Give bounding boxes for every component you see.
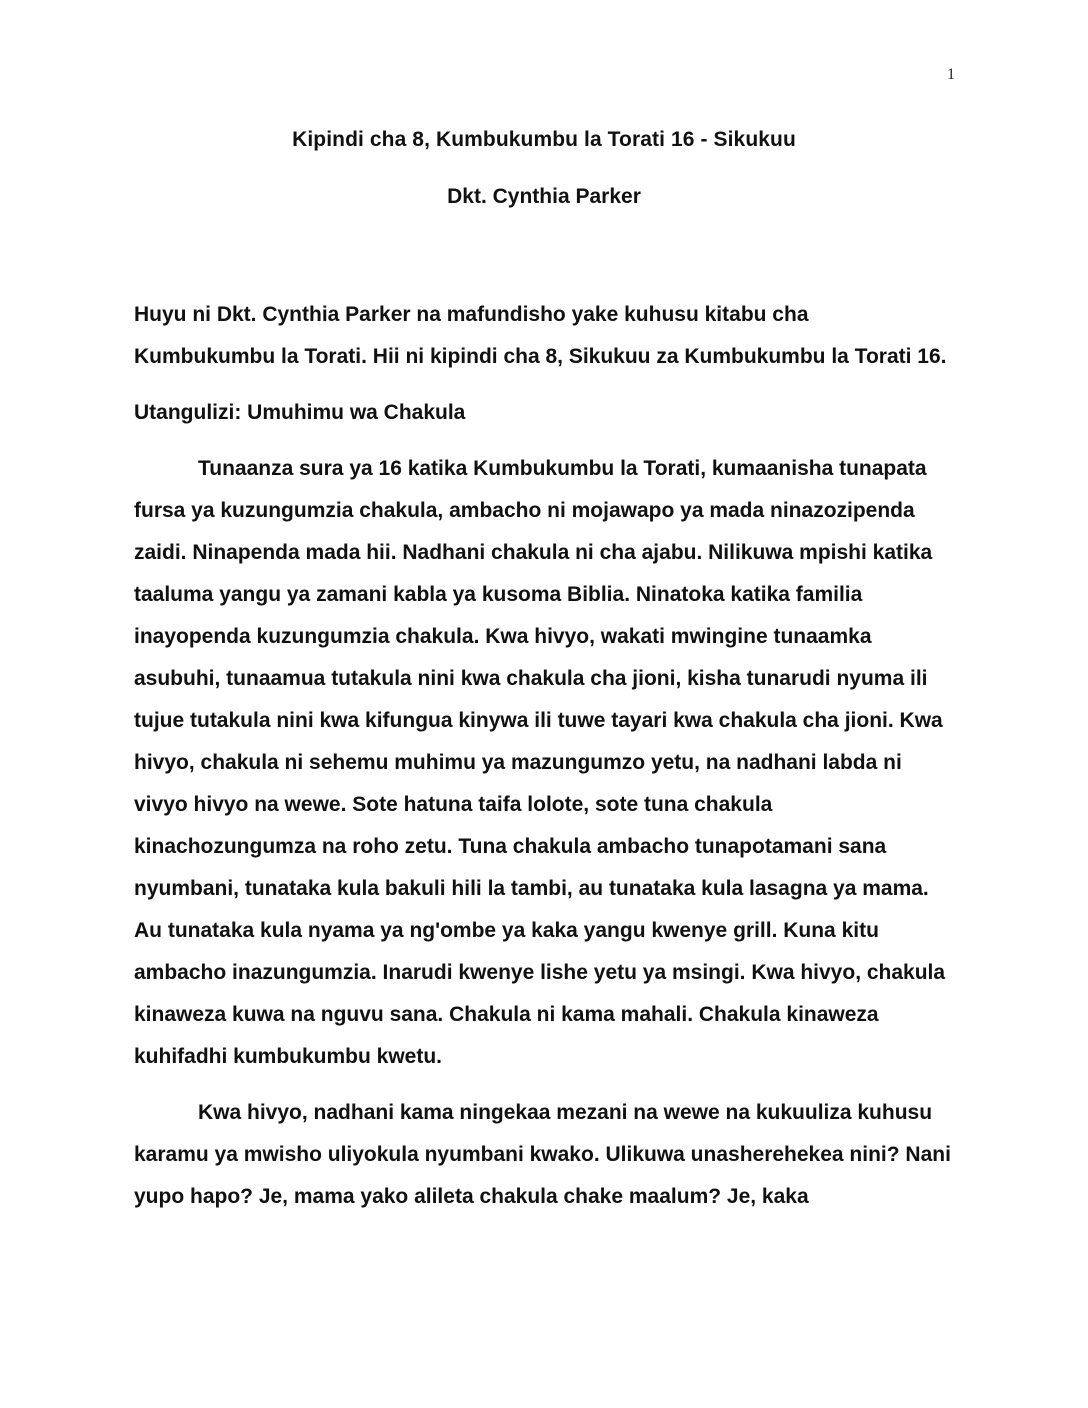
body-paragraph: Tunaanza sura ya 16 katika Kumbukumbu la Torati, kumaanisha tunapata fursa ya kuzungumzia chakula, ambacho ni mojawapo ya mada ninazozipenda zaidi. Ninapenda mada hii. Nadhani chakula ni cha ajabu. Nilikuwa mpishi katika taaluma yangu ya zamani kabla ya kusoma Biblia. Ninatoka katika familia inayopenda kuzungumzia chakula. Kwa hivyo, wakati mwingine tunaamka asubuhi, tunaamua tutakula nini kwa chakula cha jioni, kisha tunarudi nyuma ili tujue tutakula nini kwa kifungua kinywa ili tuwe tayari kwa chakula cha jioni. Kwa hivyo, chakula ni sehemu muhimu ya mazungumzo yetu, na nadhani labda ni vivyo hivyo na wewe. Sote hatuna taifa lolote, sote tuna chakula kinachozungumza na roho zetu. Tuna chakula ambacho tunapotamani sana nyumbani, tunataka kula bakuli hili la tambi, au tunataka kula lasagna ya mama. Au tunataka kula nyama ya ng'ombe ya kaka yangu kwenye grill. Kuna kitu ambacho inazungumzia. Inarudi kwenye lishe yetu ya msingi. Kwa hivyo, chakula kinaweza kuwa na nguvu sana. Chakula ni kama mahali. Chakula kinaweza kuhifadhi kumbukumbu kwetu. — [134, 457, 946, 1068]
body-paragraph: Kwa hivyo, nadhani kama ningekaa mezani na wewe na kukuuliza kuhusu karamu ya mwisho uliyokula nyumbani kwako. Ulikuwa unasherehekea nini? Nani yupo hapo? Je, mama yako alileta chakula chake maalum? Je, kaka — [134, 1101, 951, 1208]
page-number: 1 — [947, 66, 955, 83]
document-body — [134, 294, 954, 1232]
document-author: Dkt. Cynthia Parker — [447, 185, 641, 208]
intro-paragraph: Huyu ni Dkt. Cynthia Parker na mafundisho yake kuhusu kitabu cha Kumbukumbu la Torati. Hii ni kipindi cha 8, Sikukuu za Kumbukumbu la Torati 16. — [134, 303, 947, 368]
section-heading: Utangulizi: Umuhimu wa Chakula — [134, 401, 466, 424]
document-title: Kipindi cha 8, Kumbukumbu la Torati 16 - Sikukuu — [292, 128, 796, 151]
